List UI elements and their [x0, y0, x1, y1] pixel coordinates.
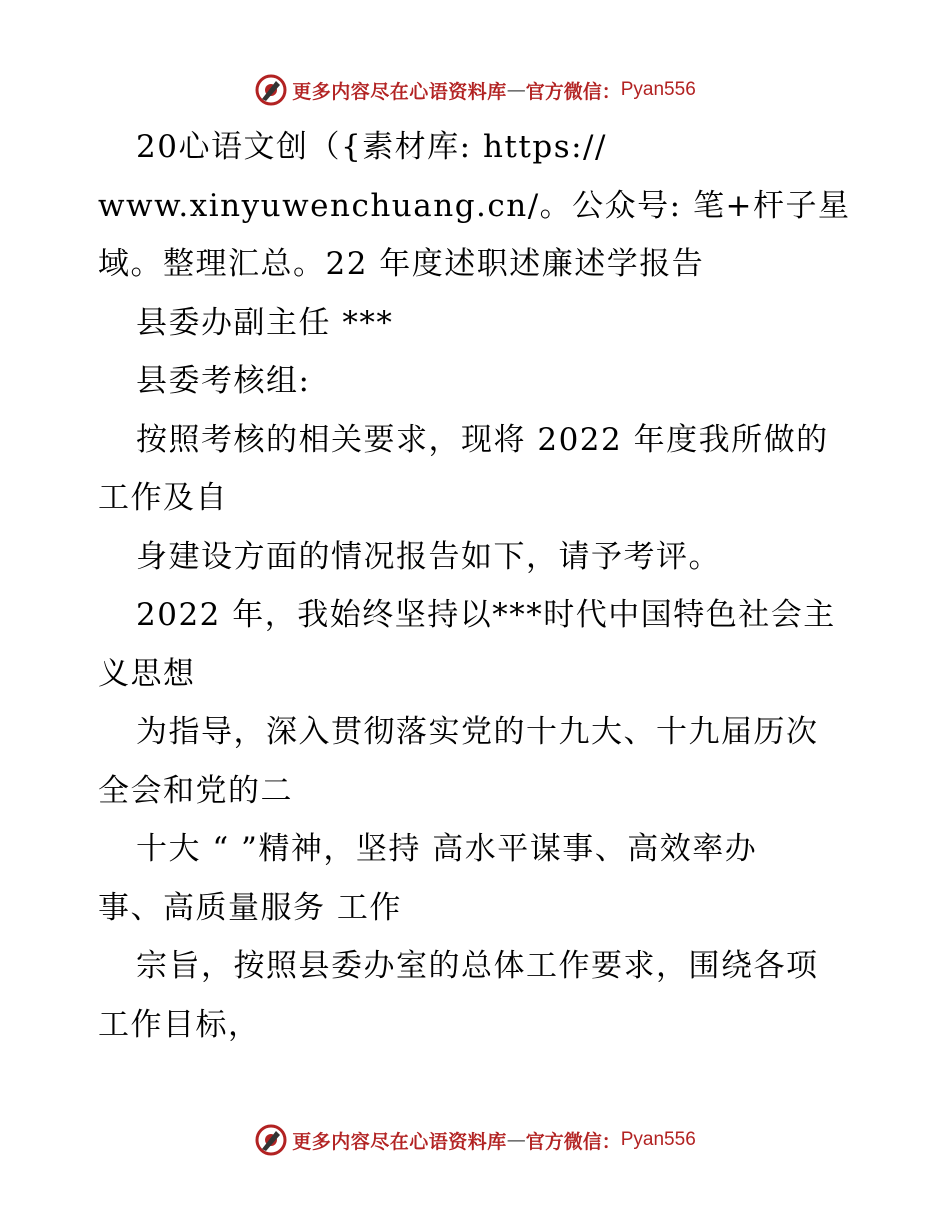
banner-dash: —: [506, 79, 526, 101]
banner-slogan: 更多内容尽在心语资料库: [292, 1130, 507, 1153]
header-banner: [0, 70, 950, 110]
text-line: 全会和党的二: [98, 772, 293, 809]
banner-slogan: 更多内容尽在心语资料库: [292, 80, 507, 103]
document-body: [98, 118, 858, 1054]
text-line: 工作及自: [98, 480, 228, 516]
text-line: 宗旨，按照县委办室的总体工作要求，围绕各项: [136, 948, 819, 984]
banner-wechat-label: 官方微信：: [525, 80, 621, 103]
brand-logo-icon: [254, 73, 288, 107]
text-line: 义思想: [98, 655, 196, 692]
text-line: 20心语文创（{素材库: https://: [136, 129, 607, 165]
text-line: 事、高质量服务 工作: [98, 889, 402, 926]
brand-logo-icon: [254, 1123, 288, 1157]
text-line: 县委考核组:: [136, 363, 311, 399]
banner-wechat-id: Pyan556: [620, 1129, 696, 1150]
text-line: 2022 年，我始终坚持以***时代中国特色社会主: [136, 597, 836, 633]
text-line: 十大 “ ”精神，坚持 高水平谋事、高效率办: [136, 831, 758, 867]
text-line: 域。整理汇总。22 年度述职述廉述学报告: [98, 246, 705, 282]
text-line: 按照考核的相关要求，现将 2022 年度我所做的: [136, 421, 829, 458]
text-line: 身建设方面的情况报告如下，请予考评。: [136, 538, 721, 575]
banner-wechat-label: 官方微信：: [525, 1130, 621, 1153]
text-line: 工作目标，: [98, 1006, 261, 1043]
text-line: 县委办副主任 ***: [136, 304, 394, 341]
banner-wechat-id: Pyan556: [620, 79, 696, 100]
footer-banner: [0, 1120, 950, 1160]
text-line: www.xinyuwenchuang.cn/。公众号: 笔+杆子星: [98, 187, 851, 224]
text-line: 为指导，深入贯彻落实党的十九大、十九届历次: [136, 714, 819, 750]
banner-dash: —: [506, 1129, 526, 1151]
